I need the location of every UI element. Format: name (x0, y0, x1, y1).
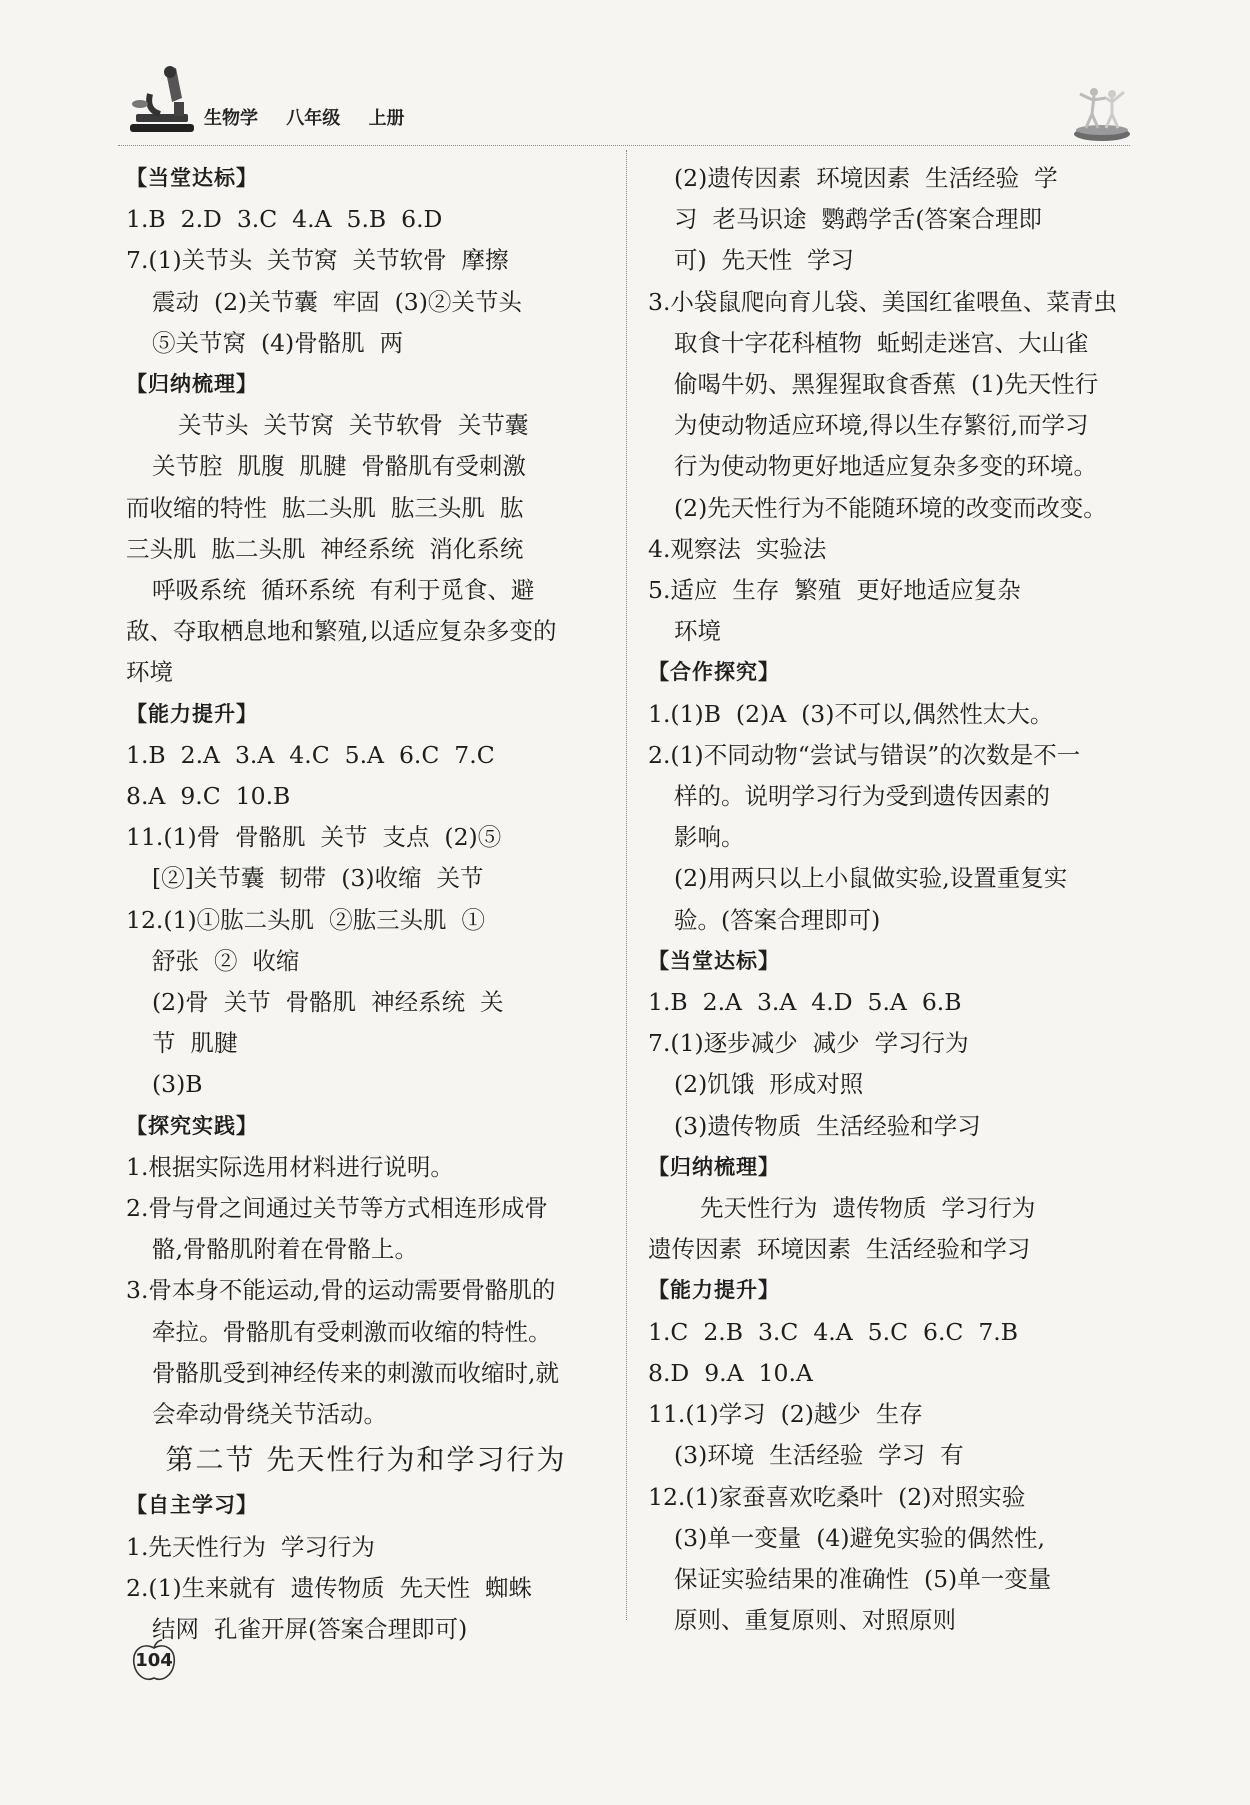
microscope-icon (126, 64, 198, 138)
section-heading: 【当堂达标】 (648, 948, 780, 973)
text-line: 节 肌腱 (152, 1029, 238, 1058)
text-line: 保证实验结果的准确性 (5)单一变量 (674, 1564, 1052, 1593)
section-heading: 【当堂达标】 (126, 166, 258, 190)
left-column (126, 158, 606, 1650)
text-line: 三头肌 肱二头肌 神经系统 消化系统 (126, 534, 524, 563)
text-line: 7.(1)关节头 关节窝 关节软骨 摩擦 (126, 246, 509, 275)
text-line: 11.(1)骨 骨骼肌 关节 支点 (2)⑤ (126, 823, 502, 852)
text-line: 1.C 2.B 3.C 4.A 5.C 6.C 7.B (648, 1317, 1019, 1346)
text-line: (2)遗传因素 环境因素 生活经验 学 (674, 164, 1058, 192)
text-line: 关节头 关节窝 关节软骨 关节囊 (178, 411, 529, 440)
text-line: 会牵动骨绕关节活动。 (152, 1400, 387, 1429)
text-line: 12.(1)家蚕喜欢吃桑叶 (2)对照实验 (648, 1482, 1026, 1511)
text-line: (2)先天性行为不能随环境的改变而改变。 (674, 493, 1107, 522)
text-line: 习 老马识途 鹦鹉学舌(答案合理即 (674, 205, 1043, 234)
text-line: 环境 (674, 617, 721, 646)
text-line: 5.适应 生存 繁殖 更好地适应复杂 (648, 576, 1021, 605)
text-line: 2.骨与骨之间通过关节等方式相连形成骨 (126, 1194, 548, 1223)
dancers-icon (1072, 84, 1132, 142)
text-line: 12.(1)①肱二头肌 ②肱三头肌 ① (126, 905, 486, 934)
text-line: 原则、重复原则、对照原则 (674, 1606, 956, 1635)
text-line: (3)单一变量 (4)避免实验的偶然性, (674, 1523, 1045, 1552)
section-heading: 【归纳梳理】 (648, 1154, 780, 1179)
text-line: (3)B (152, 1070, 203, 1099)
text-line: 2.(1)生来就有 遗传物质 先天性 蜘蛛 (126, 1573, 533, 1602)
text-line: 影响。 (674, 823, 745, 852)
section-heading: 【归纳梳理】 (126, 372, 258, 397)
text-line: 3.小袋鼠爬向育儿袋、美国红雀喂鱼、菜青虫 (648, 287, 1117, 316)
page-number (128, 1638, 180, 1684)
text-line: 关节腔 肌腹 肌腱 骨骼肌有受刺激 (152, 452, 526, 481)
text-line: 而收缩的特性 肱二头肌 肱三头肌 肱 (126, 493, 524, 522)
section-heading: 【合作探究】 (648, 660, 780, 685)
text-line: 环境 (126, 658, 173, 687)
column-divider (626, 150, 627, 1620)
text-line: 行为使动物更好地适应复杂多变的环境。 (674, 452, 1097, 481)
text-line: ⑤关节窝 (4)骨骼肌 两 (152, 328, 404, 357)
right-column (648, 158, 1136, 1641)
page-number-text: 104 (135, 1650, 173, 1671)
text-line: 8.D 9.A 10.A (648, 1358, 813, 1387)
header-subject: 生物学 (204, 108, 258, 129)
text-line: 8.A 9.C 10.B (126, 782, 291, 811)
text-line: 样的。说明学习行为受到遗传因素的 (674, 782, 1050, 811)
text-line: 牵拉。骨骼肌有受刺激而收缩的特性。 (152, 1317, 552, 1346)
text-line: 可) 先天性 学习 (674, 246, 855, 275)
text-line: 结网 孔雀开屏(答案合理即可) (152, 1614, 468, 1643)
text-line: 1.B 2.A 3.A 4.C 5.A 6.C 7.C (126, 740, 495, 769)
text-line: 骨骼肌受到神经传来的刺激而收缩时,就 (152, 1358, 559, 1387)
text-line: 偷喝牛奶、黑猩猩取食香蕉 (1)先天性行 (674, 370, 1099, 399)
text-line: 舒张 ② 收缩 (152, 946, 300, 975)
header-title (204, 104, 427, 130)
chapter-section-title: 第二节 先天性行为和学习行为 (165, 1443, 567, 1477)
text-line: 先天性行为 遗传物质 学习行为 (700, 1194, 1036, 1223)
text-line: 2.(1)不同动物“尝试与错误”的次数是不一 (648, 740, 1081, 769)
text-line: (3)遗传物质 生活经验和学习 (674, 1111, 981, 1140)
text-line: 遗传因素 环境因素 生活经验和学习 (648, 1235, 1031, 1264)
text-line: 震动 (2)关节囊 牢固 (3)②关节头 (152, 287, 522, 316)
text-line: (2)用两只以上小鼠做实验,设置重复实 (674, 864, 1068, 893)
text-line: 11.(1)学习 (2)越少 生存 (648, 1400, 923, 1429)
text-line: [②]关节囊 韧带 (3)收缩 关节 (152, 864, 484, 893)
text-line: (2)骨 关节 骨骼肌 神经系统 关 (152, 988, 504, 1017)
text-line: 7.(1)逐步减少 减少 学习行为 (648, 1029, 969, 1058)
page-header (118, 62, 1130, 146)
text-line: (3)环境 生活经验 学习 有 (674, 1441, 964, 1470)
text-line: 验。(答案合理即可) (674, 905, 881, 934)
section-heading: 【自主学习】 (126, 1493, 258, 1518)
text-line: 1.(1)B (2)A (3)不可以,偶然性太大。 (648, 699, 1054, 728)
text-line: 1.B 2.A 3.A 4.D 5.A 6.B (648, 988, 962, 1017)
text-line: (2)饥饿 形成对照 (674, 1070, 864, 1099)
section-heading: 【能力提升】 (648, 1278, 780, 1303)
section-heading: 【探究实践】 (126, 1113, 258, 1138)
text-line: 为使动物适应环境,得以生存繁衍,而学习 (674, 411, 1089, 440)
text-line: 呼吸系统 循环系统 有利于觅食、避 (152, 576, 535, 605)
text-line: 4.观察法 实验法 (648, 534, 827, 563)
text-line: 取食十字花科植物 蚯蚓走迷宫、大山雀 (674, 328, 1089, 357)
header-grade: 八年级 (286, 108, 341, 129)
text-line: 1.先天性行为 学习行为 (126, 1532, 375, 1561)
text-line: 骼,骨骼肌附着在骨骼上。 (152, 1235, 418, 1264)
text-line: 敌、夺取栖息地和繁殖,以适应复杂多变的 (126, 617, 557, 646)
text-line: 3.骨本身不能运动,骨的运动需要骨骼肌的 (126, 1276, 556, 1305)
section-heading: 【能力提升】 (126, 701, 258, 726)
text-line: 1.根据实际选用材料进行说明。 (126, 1152, 454, 1181)
header-rule (118, 145, 1130, 146)
text-line: 1.B 2.D 3.C 4.A 5.B 6.D (126, 205, 443, 234)
header-volume: 上册 (368, 108, 405, 129)
